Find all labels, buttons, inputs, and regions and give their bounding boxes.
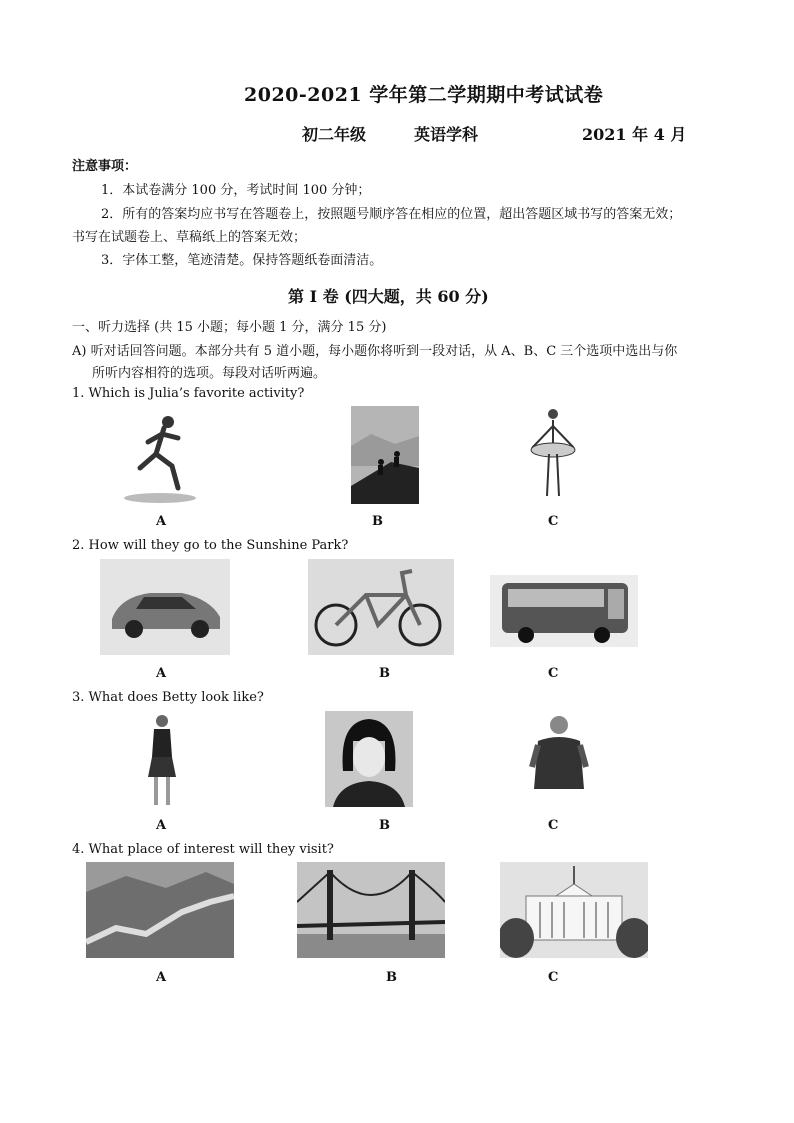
bus-image[interactable] [490,575,638,647]
question-text: 3. What does Betty look like? [72,690,264,705]
part-heading: 第 I 卷 (四大题，共 60 分) [288,287,489,306]
short-hair-girl-image[interactable] [325,711,413,807]
bicycle-image[interactable] [308,559,454,655]
option-label: C [548,818,559,833]
mountain-climbing-image[interactable] [351,406,419,504]
ballet-dancer-image[interactable] [522,404,584,504]
option-label: A [156,666,167,681]
notes-heading: 注意事项： [72,159,138,174]
question-text: 4. What place of interest will they visit? [72,842,334,857]
option-label: B [372,514,383,529]
white-house-image[interactable] [500,862,648,958]
tall-girl-image[interactable] [132,711,192,807]
car-image[interactable] [100,559,230,655]
section-instructions: A) 听对话回答问题。本部分共有 5 道小题，每小题你将听到一段对话，从 A、B、C 三个选项中选出与你 [72,344,678,359]
running-woman-image[interactable] [120,408,198,503]
question-text: 1. Which is Julia’s favorite activity? [72,386,305,401]
grade-label: 初二年级 [302,125,367,144]
heavy-woman-image[interactable] [524,709,594,807]
question-text: 2. How will they go to the Sunshine Park? [72,538,349,553]
note-item: 书写在试题卷上、草稿纸上的答案无效； [72,230,307,245]
option-label: B [379,818,390,833]
exam-title: 2020-2021 学年第二学期期中考试试卷 [244,84,604,106]
golden-gate-bridge-image[interactable] [297,862,445,958]
option-label: C [548,514,559,529]
exam-date: 2021 年 4 月 [582,125,687,144]
note-item: 3．字体工整，笔迹清楚。保持答题纸卷面清洁。 [101,253,383,268]
note-item: 2．所有的答案均应书写在答题卷上，按照题号顺序答在相应的位置，超出答题区域书写的答案无效； [101,207,682,222]
great-wall-image[interactable] [86,862,234,958]
subject-label: 英语学科 [414,125,479,144]
option-label: C [548,970,559,985]
option-label: A [156,514,167,529]
section-instructions: 所听内容相符的选项。每段对话听两遍。 [92,366,327,381]
option-label: A [156,818,167,833]
option-label: B [386,970,397,985]
note-item: 1．本试卷满分 100 分，考试时间 100 分钟； [101,183,371,198]
option-label: B [379,666,390,681]
section-heading: 一、听力选择 (共 15 小题；每小题 1 分，满分 15 分) [72,320,387,335]
option-label: C [548,666,559,681]
option-label: A [156,970,167,985]
